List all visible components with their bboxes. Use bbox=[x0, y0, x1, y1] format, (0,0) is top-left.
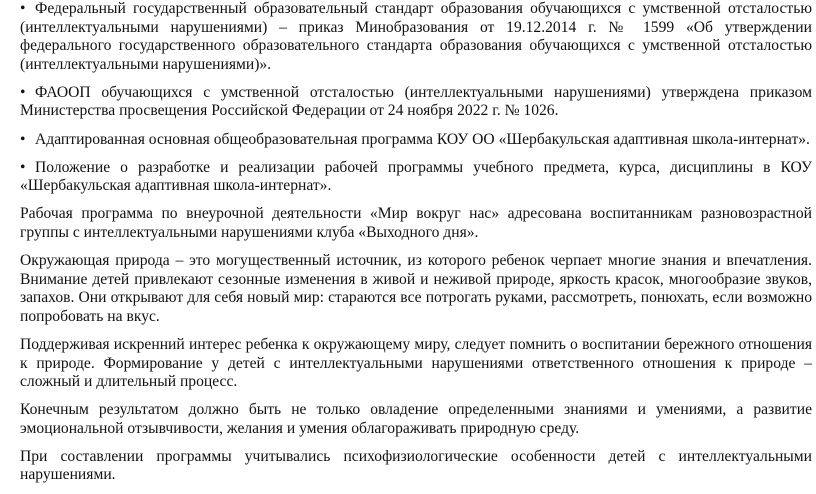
bullet-text: Федеральный государственный образовательный стандарт образования обучающихся с умственной отсталостью (интеллектуальными нарушениями) – приказ Минобразования от 19.12.2014 г. № 1599 «Об утверждении федерального государственного образовательного стандарта образования обучающихся с умственной отсталостью (интеллектуальными нарушениями)». bbox=[20, 0, 812, 73]
paragraph-final-result: Конечным результатом должно быть не только овладение определенными знаниями и умениями, а развитие эмоциональной отзывчивости, желания и умения облагораживать природную среду. bbox=[20, 401, 812, 437]
bullet-marker: • bbox=[20, 0, 26, 17]
bullet-text: ФАООП обучающихся с умственной отсталостью (интеллектуальными нарушениями) утверждена приказом Министерства просвещения Российской Федерации от 24 ноября 2022 г. № 1026. bbox=[20, 83, 812, 120]
bullet-marker: • bbox=[20, 158, 26, 176]
document-body bbox=[20, 0, 812, 485]
bullet-marker: • bbox=[20, 130, 26, 148]
bullet-text: Адаптированная основная общеобразовательная программа КОУ ОО «Шербакульская адаптивная школа-интернат». bbox=[35, 130, 810, 148]
paragraph-compilation: При составлении программы учитывались психофизиологические особенности детей с интеллектуальными нарушениями. bbox=[20, 447, 812, 484]
bullet-item-faoop bbox=[20, 84, 812, 121]
bullet-marker: • bbox=[20, 83, 26, 101]
bullet-text: Положение о разработке и реализации рабочей программы учебного предмета, курса, дисциплины в КОУ «Шербакульская адаптивная школа-интернат». bbox=[20, 158, 812, 195]
bullet-item-fgos bbox=[20, 0, 812, 74]
paragraph-nature-source: Окружающая природа – это могущественный источник, из которого ребенок черпает многие знания и впечатления. Внимание детей привлекают сезонные изменения в живой и неживой природе, яркость красок, многообразие звуков, запахов. Они открывают для себя новый мир: стараются все потрогать руками, рассмотреть, понюхать, если возможно попробовать на вкус. bbox=[20, 252, 812, 325]
paragraph-interest: Поддерживая искренний интерес ребенка к окружающему миру, следует помнить о воспитании бережного отношения к природе. Формирование у детей с интеллектуальными нарушениями ответственного отношения к природе – сложный и длительный процесс. bbox=[20, 335, 812, 391]
bullet-item-regulation bbox=[20, 159, 812, 196]
bullet-item-aoop bbox=[20, 131, 812, 150]
paragraph-program-intro: Рабочая программа по внеурочной деятельности «Мир вокруг нас» адресована воспитанникам разновозрастной группы с интеллектуальными нарушениями клуба «Выходного дня». bbox=[20, 205, 812, 241]
